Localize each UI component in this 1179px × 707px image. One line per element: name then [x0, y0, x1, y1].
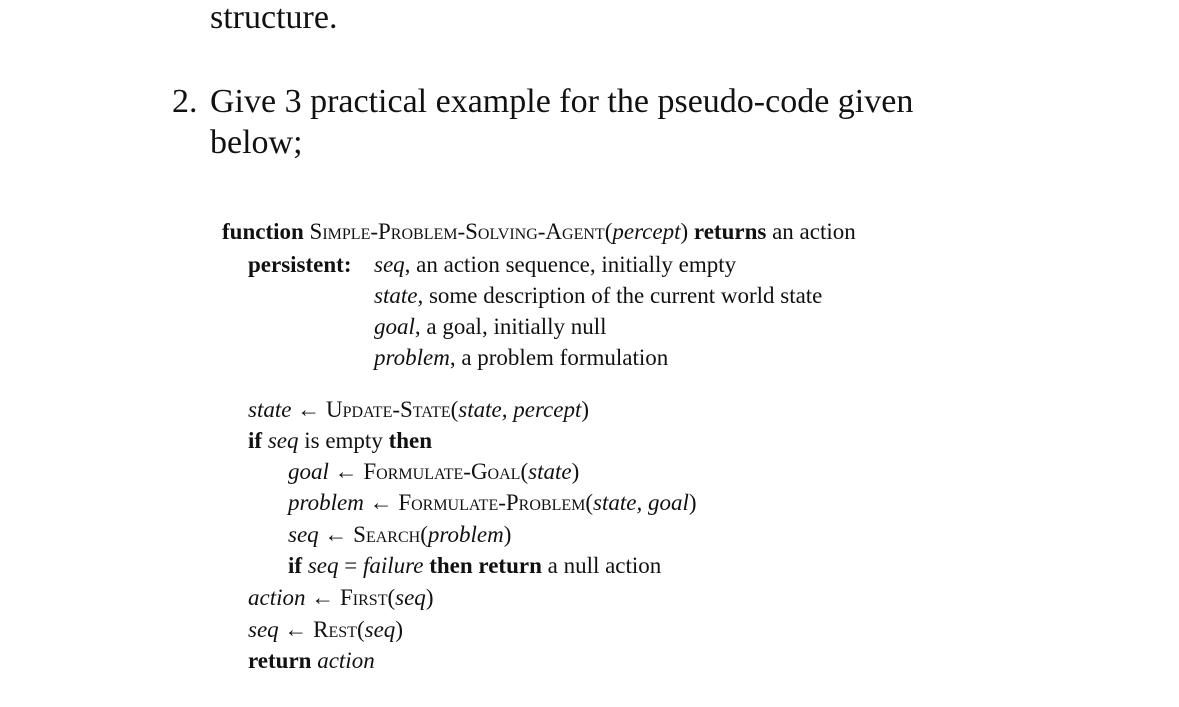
paren-open: (	[604, 219, 613, 244]
desc-state: , some description of the current world state	[417, 283, 823, 308]
var-problem: problem	[374, 345, 450, 370]
keyword-then-return: then return	[429, 553, 542, 578]
code-line-if-empty	[248, 426, 432, 456]
keyword-returns: returns	[693, 219, 767, 244]
previous-paragraph-tail: structure.	[210, 0, 338, 36]
lhs-goal: goal	[288, 459, 329, 484]
code-line-formulate-goal: goal ← Formulate-Goal(state)	[288, 459, 580, 484]
question-text-line-1: Give 3 practical example for the pseudo-code given	[210, 83, 914, 120]
code-line-search: seq ← Search(problem)	[288, 522, 512, 547]
assign-arrow: ←	[324, 522, 348, 547]
var-goal: goal	[374, 314, 415, 339]
keyword-if: if	[248, 428, 263, 453]
var-seq-failure: seq	[307, 553, 339, 578]
keyword-function: function	[222, 219, 304, 244]
var-state: state	[374, 283, 418, 308]
lhs-state: state	[248, 397, 292, 422]
code-line-formulate-problem: problem ← Formulate-Problem(state, goal)	[288, 490, 697, 515]
paren-close: )	[680, 219, 689, 244]
assign-arrow: ←	[311, 585, 335, 610]
desc-problem: , a problem formulation	[449, 345, 669, 370]
desc-seq: , an action sequence, initially empty	[404, 252, 737, 277]
persistent-item-goal	[374, 312, 607, 342]
args-rest: seq	[364, 617, 396, 642]
lhs-problem: problem	[288, 490, 364, 515]
args-update-state: state, percept	[458, 397, 582, 422]
code-line-update-state: state ← Update-State(state, percept)	[248, 397, 590, 422]
code-line-return	[248, 646, 375, 676]
keyword-then: then	[388, 428, 433, 453]
code-line-rest: seq ← Rest(seq)	[248, 617, 403, 642]
assign-arrow: ←	[369, 490, 393, 515]
function-name: Simple-Problem-Solving-Agent	[309, 219, 605, 244]
args-formulate-goal: state	[528, 459, 572, 484]
assign-arrow: ←	[297, 397, 321, 422]
keyword-persistent: persistent:	[248, 252, 352, 277]
persistent-item-problem	[374, 343, 668, 373]
keyword-return: return	[248, 648, 312, 673]
pseudocode-header-line	[222, 217, 856, 247]
assign-arrow: ←	[334, 459, 358, 484]
keyword-if: if	[288, 553, 303, 578]
param-percept: percept	[612, 219, 681, 244]
fn-formulate-goal: Formulate-Goal	[363, 459, 521, 484]
args-first: seq	[395, 585, 426, 610]
fn-first: First	[340, 585, 388, 610]
args-formulate-problem: state, goal	[593, 490, 689, 515]
code-line-if-failure	[288, 551, 661, 581]
assign-arrow: ←	[284, 617, 308, 642]
fn-search: Search	[353, 522, 421, 547]
returns-text: an action	[772, 219, 856, 244]
lhs-seq: seq	[288, 522, 319, 547]
var-action-return: action	[317, 648, 375, 673]
persistent-label	[248, 250, 351, 280]
var-seq: seq	[374, 252, 405, 277]
desc-goal: , a goal, initially null	[414, 314, 607, 339]
fn-rest: Rest	[313, 617, 357, 642]
persistent-item-state	[374, 281, 822, 311]
code-line-first: action ← First(seq)	[248, 585, 434, 610]
var-failure: failure	[362, 553, 424, 578]
args-search: problem	[427, 522, 504, 547]
equals-sign: =	[344, 553, 358, 578]
fn-update-state: Update-State	[325, 397, 451, 422]
fn-formulate-problem: Formulate-Problem	[398, 490, 586, 515]
lhs-seq-rest: seq	[248, 617, 279, 642]
list-item-number: 2.	[172, 83, 198, 120]
persistent-item-seq	[374, 250, 736, 280]
text-null-action: a null action	[547, 553, 662, 578]
question-text-line-2: below;	[210, 124, 303, 161]
text-is-empty: is empty	[304, 428, 383, 453]
var-seq-if: seq	[267, 428, 299, 453]
lhs-action: action	[248, 585, 306, 610]
